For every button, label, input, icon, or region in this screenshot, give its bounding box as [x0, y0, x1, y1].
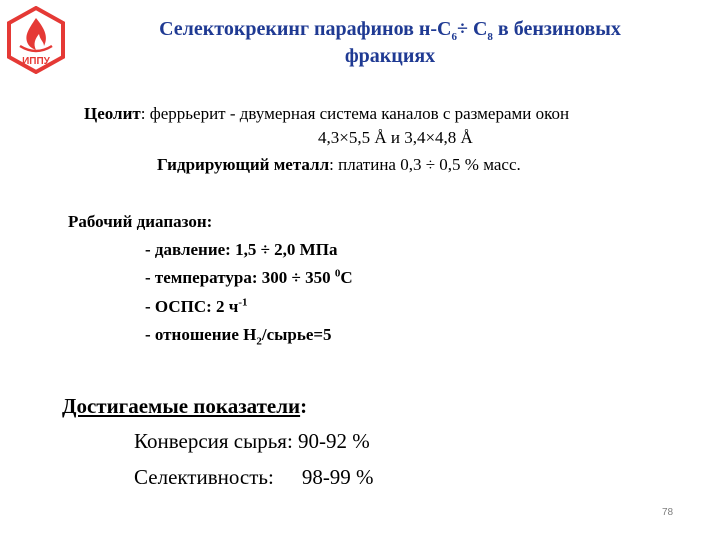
range-header: Рабочий диапазон:: [68, 212, 213, 231]
zeolite-line: Цеолит: феррьерит - двумерная система каналов с размерами окон: [84, 104, 570, 123]
range-temperature: - температура: 300 ÷ 350 $^0$С: [145, 267, 353, 287]
range-ratio: - отношение $Н_2/сырье=5$: [145, 325, 332, 348]
page-number: 78: [662, 507, 674, 518]
selectivity-value: 98-99 %: [301, 465, 374, 489]
zeolite-label: Цеолит: [84, 104, 141, 123]
range-lhsv: - ОСПС: 2 $ч^{-1}$: [145, 296, 248, 316]
metal-label: Гидрирующий металл: [157, 155, 330, 174]
zeolite-line-2: 4,3×5,5 Å и 3,4×4,8 Å: [318, 128, 473, 147]
range-pressure: - давление: 1,5 ÷ 2,0 МПа: [145, 240, 338, 259]
conversion-line: Конверсия сырья: 90-92 %: [134, 429, 370, 453]
logo-text: ИППУ: [22, 56, 50, 67]
selectivity-line: [134, 465, 374, 490]
selectivity-label: Селективность:: [134, 465, 274, 489]
slide-title: Селектокрекинг парафинов $н-С_6\div С_8$ в бензиновых фракциях: [159, 18, 621, 67]
results-header: Достигаемые показатели:: [62, 394, 308, 418]
institution-logo: [6, 6, 66, 74]
metal-line: Гидрирующий металл: платина 0,3 ÷ 0,5 % масс.: [157, 155, 521, 174]
